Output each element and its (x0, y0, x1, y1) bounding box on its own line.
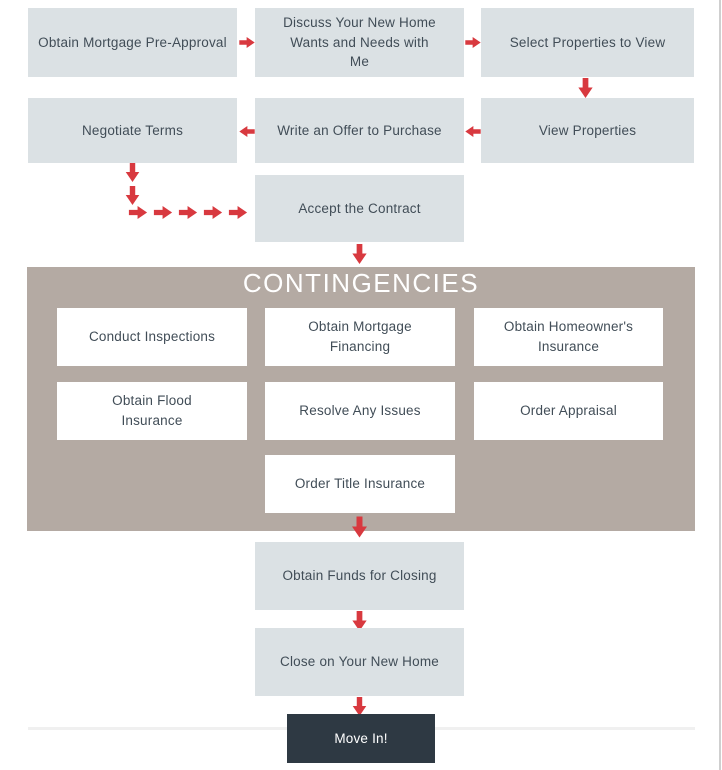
contingency-flood-insurance (57, 382, 247, 440)
contingency-order-appraisal (474, 382, 663, 440)
right-border-line (719, 0, 721, 770)
contingency-label: Order Appraisal (520, 403, 617, 419)
step-label: Close on Your New Home (280, 654, 439, 670)
contingency-label: Order Title Insurance (294, 476, 426, 492)
step-negotiate-terms (28, 98, 237, 163)
arrow-left-icon (239, 126, 255, 137)
arrow-right-icon (203, 206, 223, 219)
arrow-right-icon (228, 206, 248, 219)
arrow-down-icon (125, 186, 140, 205)
step-label: Negotiate Terms (81, 122, 184, 138)
arrow-right-icon (153, 206, 173, 219)
step-write-offer (255, 98, 464, 163)
arrow-down-icon (352, 244, 367, 264)
step-label: Move In! (334, 730, 388, 746)
step-label: Discuss Your New Home Wants and Needs with Me (283, 15, 436, 70)
contingency-label: Obtain Homeowner's Insurance (503, 319, 634, 354)
step-close-home (255, 628, 464, 696)
contingency-label: Obtain Mortgage Financing (308, 319, 412, 354)
arrow-down-icon (352, 516, 367, 538)
step-label: Write an Offer to Purchase (277, 122, 442, 138)
step-obtain-funds (255, 542, 464, 610)
contingency-resolve-issues (265, 382, 455, 440)
contingency-label: Obtain Flood Insurance (112, 393, 192, 428)
contingency-label: Resolve Any Issues (299, 403, 421, 419)
contingency-homeowners-insurance (474, 308, 663, 366)
step-label: Obtain Funds for Closing (282, 568, 437, 584)
step-view-properties (481, 98, 694, 163)
arrow-right-icon (128, 206, 148, 219)
arrow-right-icon (465, 37, 481, 48)
arrow-right-icon (239, 37, 255, 48)
contingency-title-insurance (265, 455, 455, 513)
step-label: Accept the Contract (298, 200, 421, 216)
step-select-properties (481, 8, 694, 77)
arrow-down-icon (578, 78, 593, 98)
contingency-conduct-inspections (57, 308, 247, 366)
step-move-in (287, 714, 435, 763)
arrow-left-icon (465, 126, 481, 137)
contingency-label: Conduct Inspections (88, 329, 216, 345)
step-label: Obtain Mortgage Pre-Approval (38, 34, 227, 50)
arrow-right-icon (178, 206, 198, 219)
step-label: Select Properties to View (509, 34, 666, 50)
step-label: View Properties (538, 122, 637, 138)
contingencies-title: CONTINGENCIES (242, 268, 480, 298)
step-accept-contract (255, 175, 464, 242)
step-obtain-mortgage-pre-approval (28, 8, 237, 77)
arrow-down-icon (125, 163, 140, 182)
step-discuss-wants-needs (255, 8, 464, 77)
contingency-mortgage-financing (265, 308, 455, 366)
